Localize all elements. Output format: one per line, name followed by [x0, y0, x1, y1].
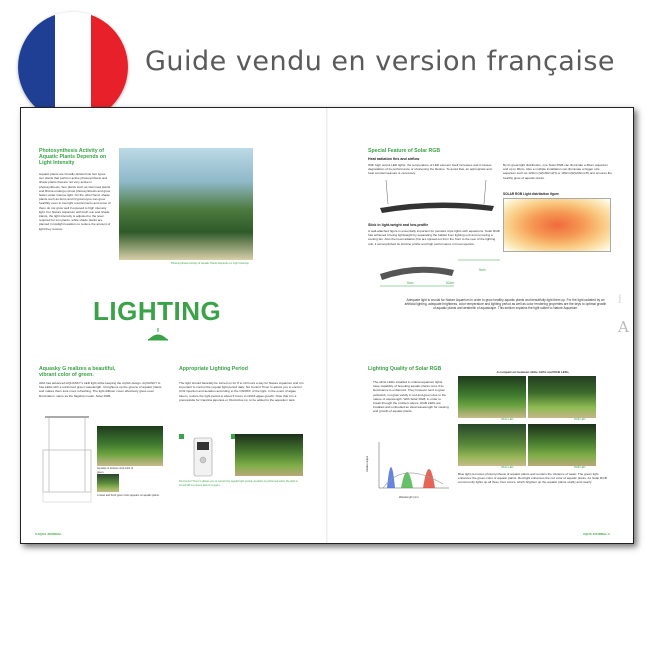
- solar-profile-drawing: [376, 256, 506, 294]
- french-flag-badge: [18, 12, 128, 122]
- chart-title: SOLAR RGB Light distribution figure: [503, 192, 559, 196]
- col1-caption2: A clean and fresh green color appears on aquatic plants.: [97, 494, 160, 497]
- right-footer: AQUA JOURNAL 4: [583, 532, 610, 536]
- left-footer: 3 AQUA JOURNAL: [35, 532, 62, 536]
- timer-device: [191, 436, 215, 478]
- banner-text: Guide vendu en version française: [145, 46, 616, 77]
- rgb-led-photo-2: [528, 424, 596, 466]
- dim-label-1: 5cm: [407, 281, 414, 285]
- label-white-1: White LED: [501, 418, 514, 421]
- white-led-photo-1: [458, 376, 526, 418]
- spectrum-ylabel: Relative output: [366, 456, 369, 472]
- magazine-spread: [20, 107, 634, 544]
- flag-blue-band: [18, 12, 55, 122]
- aquasky-drawing: [39, 412, 94, 504]
- white-led-photo-2: [458, 424, 526, 466]
- aquasky-detail-photo: [97, 474, 119, 492]
- solar-sub2: Slick in light-weight and low-profile: [368, 223, 429, 227]
- flag-red-band: [91, 12, 128, 122]
- rgb-heading: Lighting Quality of Solar RGB: [368, 366, 442, 372]
- col1-heading: Aquasky G realizes a beautiful, vibrant color of green.: [39, 366, 116, 378]
- dim-label-3: 9cm: [479, 268, 486, 272]
- solar-body2: A wall-attached figure is essentially important for pendant style lights with aquariums. Solar RGB has achieved it being lightweight by separating the ballast from lighting unit and removing a cooling fan. Also the heat radiation fins are spread out from the front to the rear of the lighting unit, it accomplished its slimline profile and high performance in heat rejection.: [368, 229, 500, 246]
- flag-white-band: [55, 12, 91, 122]
- col2-body: The light should basically be turned on for 8 to 10 hours a day for Nature Aquarium and it is important to control the regular light period daily. NA Control Timer G allows you to control CO2 injection and aeration according to the ON/OFF of the light. In the event of algae bloom, reduce the light period to about 6 hours to inhibit algae growth. Note that it is a prerequisite for Carolina japonica or Otocinclus sp. to be added to the aquarium tank.: [179, 381, 304, 402]
- spine: [326, 108, 328, 543]
- lamp-icon: [147, 328, 169, 342]
- col1-caption1: Aquasky G delivers vivid color of green.: [97, 467, 134, 475]
- solar-body1b: By its great light distribution, one Solar RGB can illuminate a 60cm aquarium and up to 90cm. Also a multiple installation can illuminate a bigger size aquarium such as 120cm (W)x60cm(H) or 180cm(W)x60cm(H) and ensures the healthy grow of aquatic plants.: [503, 163, 613, 180]
- lighting-title: LIGHTING: [93, 296, 222, 326]
- aquarium-photo: [119, 148, 253, 260]
- photo-body: Aquatic plants are broadly divided into two types: sun plants that perform active photosynthesis and shade plants that are not very active in photosynthesis. Sun plants such as stemmed plants and Riccia undergo robust photosynthesis and grow faster under intense light. On the other hand, shade plants such as ferns and Cryptocoryne can grow healthily even in low light environments and some of them do not grow well if exposed to high intensity light. For Nature Aquarium with both sun and shade plants, the light intensity is adjusted to the level required for sun plants, while shade plants are planted in lowlight locations to reduce the amount of light they receive.: [39, 172, 111, 231]
- dim-label-2: 62cm: [446, 281, 455, 285]
- rgb-led-photo-1: [528, 376, 596, 418]
- label-rgb-1: RGB LED: [574, 418, 586, 421]
- col1-body: ADA has advanced AQUASKY's LED light while keeping the stylish design. AQUASKY G has LEDs with a reinforced green wavelength. It brightens up the greens of aquatic plants and makes them look more refreshing. The light diffuser cover effectively gives even illumination, same as the flagship model, Solar RGB.: [39, 381, 162, 398]
- marker-1: [179, 434, 184, 439]
- rgb-caption: Blue light promotes photosynthesis of aquatic plants and renders the vibrance of water. The green light enhances the green color of aquatic plants. Red light enhances the red color of aquatic plants. As Solar RGB concurrently lights up all three from colors, which brighten up the aquatic plants vividly and clearly.: [458, 472, 607, 485]
- solar-heading: Special Feature of Solar RGB: [368, 148, 441, 154]
- intro-text: Adequate light is crucial for Nature Aquarium in order to grow healthy aquatic plants and beautifully light them up. For the light radiated by an artificial lighting, adequate brightness, color temperature and lighting period as well as color rendering properties are the keys to optimal growth of aquatic plants and aesthetic of aquascape. This section explains the light suited to Nature Aquarium.: [404, 298, 607, 311]
- solar-body1: With high output LED lights, the temperature of LED element itself increases and it causes degradation of its performance or shortening the lifetime. To avoid that, an appropriate anti-heat countermeasure is necessary.: [368, 163, 493, 176]
- solar-rgb-light-image: [376, 180, 498, 220]
- spectrum-chart: [373, 438, 451, 496]
- light-distribution-chart: [503, 198, 611, 252]
- compare-title: A comparison between white LEDs and RGB LEDs.: [496, 370, 570, 374]
- side-initial: A: [618, 318, 629, 336]
- spectrum-caption: Wavelength (nm): [399, 496, 419, 499]
- side-label: Lighting: [618, 294, 622, 304]
- aquasky-tank-photo: [97, 426, 163, 466]
- photo-heading: Photosynthesis Activity of Aquatic Plants Depends on Light Intensity: [39, 148, 107, 166]
- col2-caption: NA Control Timer G allows you to control the regular light period. Aeration is performed when the light is turned off to prevent lack of oxygen.: [179, 480, 298, 488]
- rgb-body: The white LEDs installed in ordinal aquarium lights have capability of breeding aquatic plants once if its illuminance is enhanced. They however tend to glow yellowish, not glow vividly in red and green due to the nature of wavelength. With Solar RGB, in order to break through the problem above, RGB LEDs are installed and embodied an ideal wavelength for viewing and growth of aquatic plants.: [373, 380, 449, 414]
- label-white-2: White LED: [501, 466, 514, 469]
- label-rgb-2: RGB LED: [574, 466, 586, 469]
- timer-tank-photo: [235, 434, 303, 476]
- photo-caption: Photosynthesis Activity of Aquatic Plants Depends on Light Intensity: [171, 262, 249, 265]
- solar-sub1: Heat radiation fins and airflow: [368, 157, 420, 161]
- col2-heading: Appropriate Lighting Period: [179, 366, 248, 372]
